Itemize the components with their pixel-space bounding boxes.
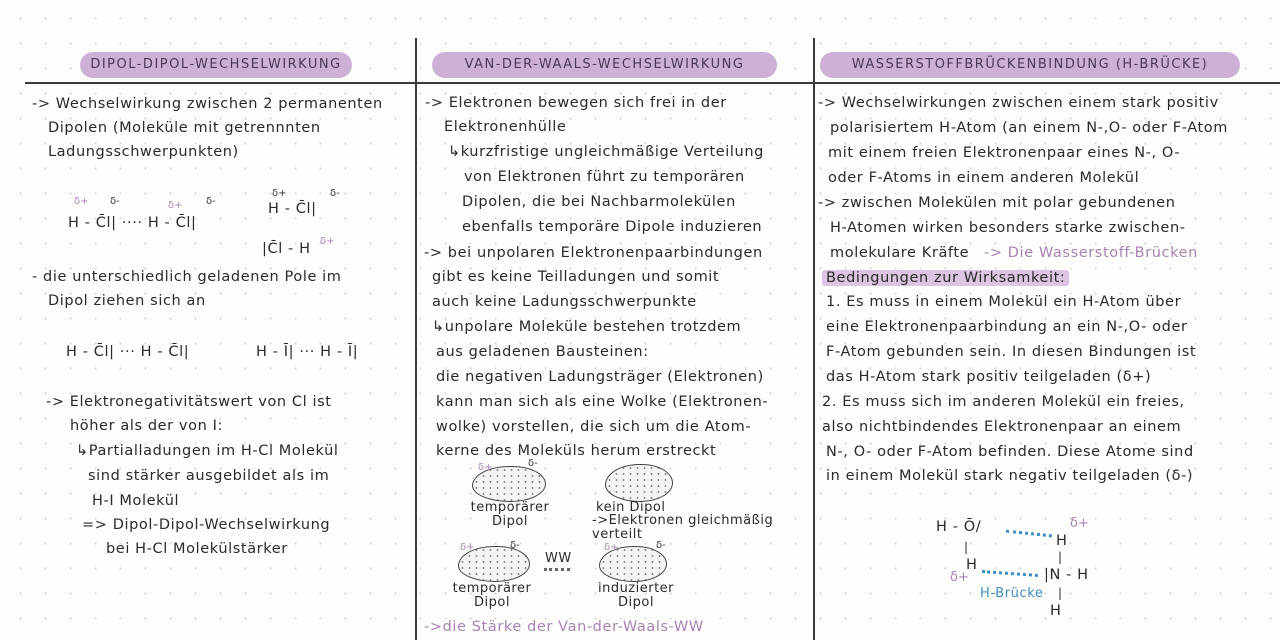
delta-plus: δ+ — [604, 542, 619, 553]
col1-line: -> Wechselwirkung zwischen 2 permanenten — [32, 96, 383, 112]
col2-line: wolke) vorstellen, die sich um die Atom- — [436, 419, 752, 435]
col2-line: aus geladenen Bausteinen: — [436, 344, 649, 360]
col1-line: => Dipol-Dipol-Wechselwirkung — [82, 517, 331, 533]
condition-line: eine Elektronenpaarbindung an ein N-,O- oder — [826, 319, 1188, 335]
col2-line: die negativen Ladungsträger (Elektronen) — [436, 369, 764, 385]
label-temp-dipol-2: temporärer Dipol — [452, 581, 532, 610]
col1-line: Dipolen (Moleküle mit getrennnten — [48, 120, 321, 136]
delta-plus-left: δ+ — [950, 570, 969, 585]
delta-minus: δ- — [110, 196, 120, 207]
col2-line: Dipolen, die bei Nachbarmolekülen — [462, 194, 736, 210]
conditions-title-text: Bedingungen zur Wirksamkeit: — [822, 270, 1069, 286]
formula-hcl-row: H - C̄l| ··· H - C̄l| — [66, 344, 190, 360]
diagram-h-top: H — [1056, 533, 1068, 549]
diagram-h-bottom: H — [1050, 603, 1062, 619]
condition-line: N-, O- oder F-Atom befinden. Diese Atome sind — [826, 444, 1194, 460]
col1-line: -> Elektronegativitätswert von Cl ist — [46, 394, 332, 410]
formula-hcl-pair: H - C̄l| ···· H - C̄l| — [68, 215, 197, 231]
delta-plus-top: δ+ — [1070, 516, 1089, 531]
col3-line: H-Atomen wirken besonders starke zwischen- — [830, 220, 1186, 236]
label-induziert: induzierter Dipol — [597, 581, 675, 610]
col1-line: höher als der von I: — [70, 418, 223, 434]
diagram-h-o: H - Ō/ — [936, 519, 982, 535]
header-dipol: DIPOL-DIPOL-WECHSELWIRKUNG — [80, 52, 352, 78]
delta-plus: δ+ — [74, 196, 89, 207]
delta-plus: δ+ — [168, 200, 183, 211]
condition-line: 2. Es muss sich im anderen Molekül ein freies, — [822, 394, 1185, 410]
col2-line: auch keine Ladungsschwerpunkte — [432, 294, 697, 310]
col1-line: - die unterschiedlich geladenen Pole im — [32, 269, 342, 285]
label-ww: WW — [545, 551, 572, 566]
diagram-n-h: |N - H — [1044, 567, 1089, 583]
col3-line: mit einem freien Elektronenpaar eines N-, O- — [828, 145, 1181, 161]
label-kein-note: ->Elektronen gleichmäßig verteilt — [592, 513, 774, 542]
delta-plus: δ+ — [272, 188, 287, 199]
col2-line: kann man sich als eine Wolke (Elektronen- — [436, 394, 769, 410]
condition-line: in einem Molekül stark negativ teilgeladen (δ-) — [826, 468, 1194, 484]
col1-line: Ladungsschwerpunkten) — [48, 144, 239, 160]
col2-line: -> Elektronen bewegen sich frei in der — [425, 95, 727, 111]
condition-line: das H-Atom stark positiv teilgeladen (δ+) — [826, 369, 1152, 385]
hbond-dotted-bottom — [982, 570, 1038, 577]
col1-line: ↳Partialladungen im H-Cl Molekül — [76, 443, 339, 459]
formula-hcl-stack-bottom: |C̄l - H — [262, 241, 311, 257]
condition-line: 1. Es muss in einem Molekül ein H-Atom über — [826, 294, 1182, 310]
header-van-der-waals: VAN-DER-WAALS-WECHSELWIRKUNG — [432, 52, 777, 78]
column-divider-1 — [415, 38, 417, 640]
col2-line: ebenfalls temporäre Dipole induzieren — [462, 219, 763, 235]
conditions-title — [822, 269, 1069, 287]
header-divider — [25, 82, 1280, 84]
col3-line: -> Wechselwirkungen zwischen einem stark positiv — [818, 95, 1219, 111]
col2-line: kerne des Moleküls herum erstreckt — [436, 443, 717, 459]
delta-plus: δ+ — [320, 236, 335, 247]
col1-line: sind stärker ausgebildet als im — [88, 468, 330, 484]
col2-line: ↳unpolare Moleküle bestehen trotzdem — [432, 319, 742, 335]
col2-line: ↳kurzfristige ungleichmäßige Verteilung — [448, 144, 764, 160]
col1-line: H-I Molekül — [92, 493, 180, 509]
col2-line: Elektronenhülle — [444, 119, 567, 135]
electron-cloud-kein-dipol — [605, 464, 673, 502]
bond-vertical: | — [964, 540, 969, 554]
col3-line: polarisiertem H-Atom (an einem N-,O- oder F-Atom — [830, 120, 1229, 136]
bond-vertical: | — [1058, 550, 1063, 564]
formula-hcl-stack-top: H - C̄l| — [268, 201, 317, 217]
col1-line: Dipol ziehen sich an — [48, 293, 206, 309]
diagram-h-left: H — [966, 557, 978, 573]
col3-line: -> zwischen Molekülen mit polar gebundenen — [818, 195, 1176, 211]
delta-minus: δ- — [206, 196, 216, 207]
h-bruecke-label: H-Brücke — [980, 586, 1044, 601]
delta-plus: δ+ — [478, 462, 493, 473]
col3-line: oder F-Atoms in einem anderen Molekül — [828, 170, 1140, 186]
formula-hi-row: H - Ī| ··· H - Ī| — [256, 344, 359, 360]
condition-line: F-Atom gebunden sein. In diesen Bindungen ist — [826, 344, 1197, 360]
col3-line: molekulare Kräfte — [830, 245, 970, 261]
hbond-dotted-top — [1006, 530, 1052, 538]
ww-dotted-line — [544, 568, 570, 571]
delta-minus: δ- — [330, 188, 340, 199]
col2-footer: ->die Stärke der Van-der-Waals-WW — [424, 619, 704, 635]
col1-line: bei H-Cl Molekülstärker — [106, 541, 288, 557]
col2-line: -> bei unpolaren Elektronenpaarbindungen — [424, 245, 763, 261]
delta-minus: δ- — [510, 540, 520, 551]
col2-line: gibt es keine Teilladungen und somit — [432, 269, 720, 285]
col3-arrow-text: -> Die Wasserstoff-Brücken — [984, 245, 1198, 261]
label-temp-dipol: temporärer Dipol — [470, 500, 550, 529]
delta-plus: δ+ — [460, 542, 475, 553]
label-kein-dipol: kein Dipol — [596, 500, 666, 515]
delta-minus: δ- — [528, 458, 538, 469]
col2-line: von Elektronen führt zu temporären — [464, 169, 745, 185]
bond-vertical: | — [1058, 586, 1063, 600]
delta-minus: δ- — [656, 540, 666, 551]
condition-line: also nichtbindendes Elektronenpaar an einem — [822, 419, 1182, 435]
column-divider-2 — [813, 38, 815, 640]
header-wasserstoff: WASSERSTOFFBRÜCKENBINDUNG (H-BRÜCKE) — [820, 52, 1240, 78]
